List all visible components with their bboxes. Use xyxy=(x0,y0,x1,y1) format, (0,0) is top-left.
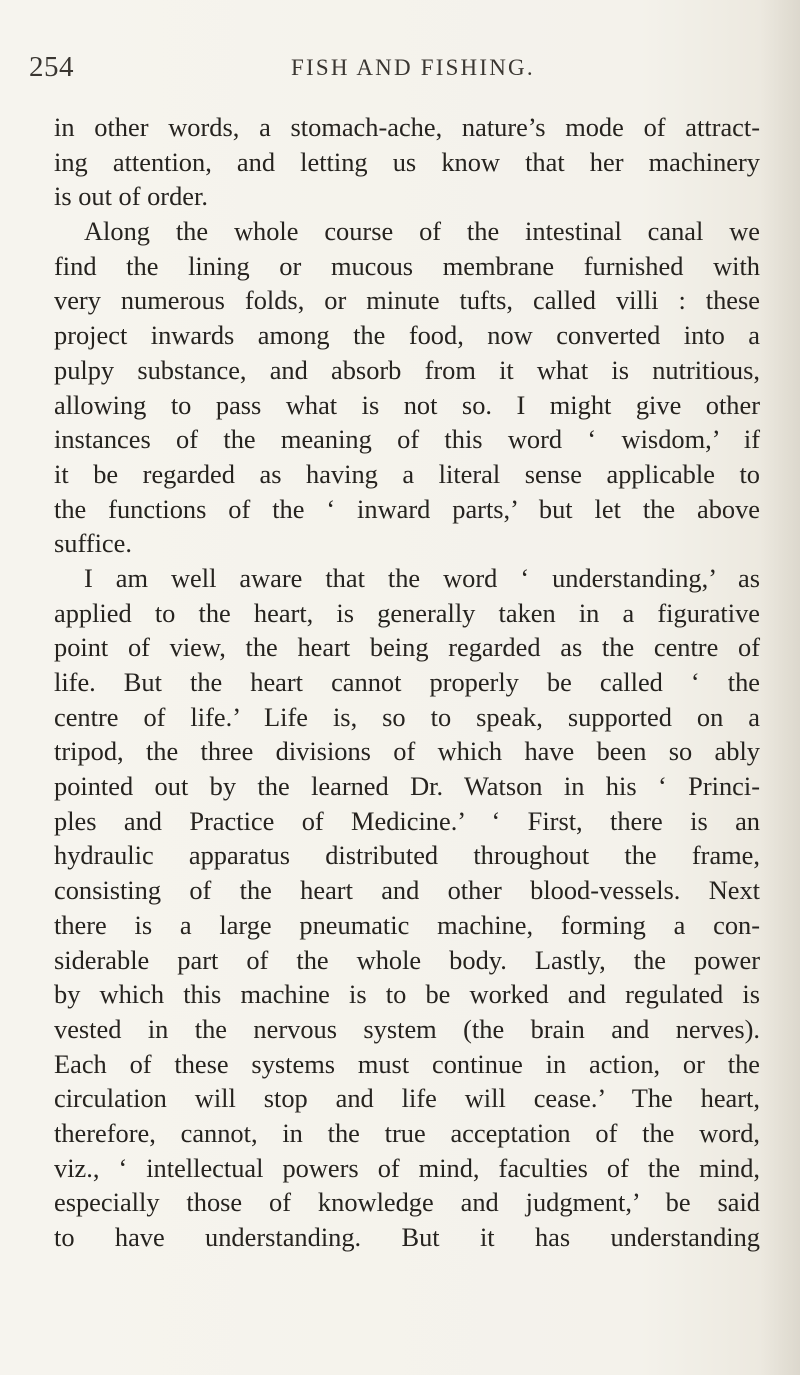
paragraph-villi xyxy=(54,214,760,561)
text-line: very numerous folds, or minute tufts, called villi : these xyxy=(54,285,760,316)
text-line: it be regarded as having a literal sense applicable to xyxy=(54,458,760,489)
text-line: therefore, cannot, in the true acceptation of the word, xyxy=(54,1117,760,1148)
page-edge-shadow xyxy=(760,0,800,1375)
text-line: instances of the meaning of this word ‘ wisdom,’ if xyxy=(54,424,760,455)
text-line: especially those of knowledge and judgment,’ be said xyxy=(54,1187,760,1218)
text-line: applied to the heart, is generally taken in a figurative xyxy=(54,597,760,628)
text-line: by which this machine is to be worked and regulated is xyxy=(54,979,760,1010)
running-head xyxy=(29,51,749,87)
text-line: hydraulic apparatus distributed throughout the frame, xyxy=(54,840,760,871)
body-text xyxy=(54,110,760,1255)
text-line: suffice. xyxy=(54,528,132,559)
text-line: ing attention, and letting us know that her machinery xyxy=(54,146,760,177)
text-line: centre of life.’ Life is, so to speak, supported on a xyxy=(54,701,760,732)
text-line: viz., ‘ intellectual powers of mind, faculties of the mind, xyxy=(54,1152,760,1183)
paragraph-continuation xyxy=(54,110,760,214)
text-line: life. But the heart cannot properly be called ‘ the xyxy=(54,667,760,697)
text-line: siderable part of the whole body. Lastly, the power xyxy=(54,944,760,975)
text-line: pulpy substance, and absorb from it what is nutritious, xyxy=(54,354,760,385)
text-line: Along the whole course of the intestinal canal we xyxy=(84,216,760,247)
text-line: there is a large pneumatic machine, forming a con- xyxy=(54,909,760,940)
text-line: ples and Practice of Medicine.’ ‘ First, there is an xyxy=(54,805,760,836)
text-line: in other words, a stomach-ache, nature’s mode of attract- xyxy=(54,112,760,142)
text-line: find the lining or mucous membrane furnished with xyxy=(54,250,760,281)
text-line: I am well aware that the word ‘ understanding,’ as xyxy=(84,562,760,593)
text-line: point of view, the heart being regarded as the centre of xyxy=(54,632,760,663)
paragraph-understanding xyxy=(54,561,760,1255)
text-line: project inwards among the food, now converted into a xyxy=(54,320,760,351)
text-line: allowing to pass what is not so. I might give other xyxy=(54,389,760,420)
text-line: to have understanding. But it has understanding xyxy=(54,1222,760,1252)
text-line: pointed out by the learned Dr. Watson in his ‘ Princi- xyxy=(54,771,760,802)
page-number: 254 xyxy=(29,51,74,83)
text-line: circulation will stop and life will cease.’ The heart, xyxy=(54,1083,760,1114)
text-line: Each of these systems must continue in action, or the xyxy=(54,1048,760,1079)
text-line: the functions of the ‘ inward parts,’ but let the above xyxy=(54,493,760,524)
running-title: FISH AND FISHING. xyxy=(291,55,535,80)
text-line: is out of order. xyxy=(54,181,208,212)
text-line: consisting of the heart and other blood-vessels. Next xyxy=(54,875,760,906)
text-line: tripod, the three divisions of which have been so ably xyxy=(54,736,760,767)
text-line: vested in the nervous system (the brain and nerves). xyxy=(54,1013,760,1044)
